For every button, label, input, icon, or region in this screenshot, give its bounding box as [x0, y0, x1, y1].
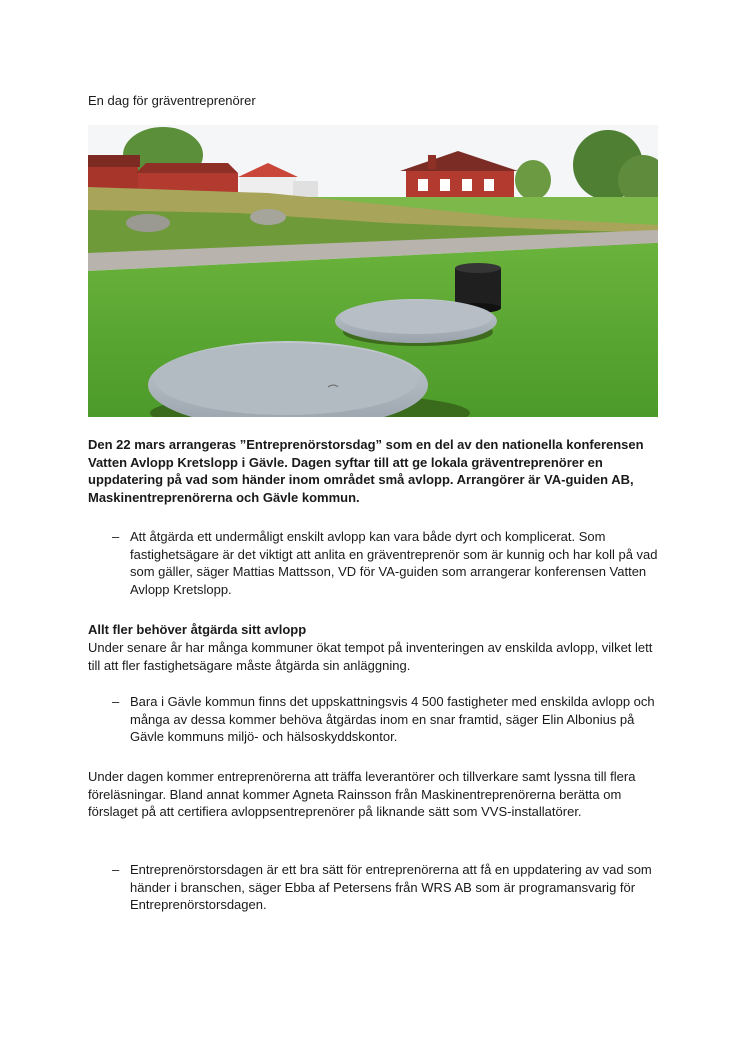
- quote-text: Bara i Gävle kommun finns det uppskattningsvis 4 500 fastigheter med enskilda avlopp och många av dessa kommer behöva åtgärdas inom en snar framtid, säger Elin Albonius på Gävle kommuns miljö- och hälsoskyddskontor.: [130, 694, 655, 744]
- document-title: En dag för gräventreprenörer: [88, 93, 256, 108]
- quote-ebba-af-petersens: [88, 861, 663, 914]
- quote-text: Entreprenörstorsdagen är ett bra sätt för entreprenörerna att få en uppdatering av vad som händer i branschen, säger Ebba af Petersens från WRS AB som är programansvarig för Entreprenörstorsdagen.: [130, 862, 652, 912]
- quote-dash: –: [112, 694, 120, 709]
- quote-mattias-mattsson: [88, 528, 663, 598]
- body-paragraph-inventory: Under senare år har många kommuner ökat tempot på inventeringen av enskilda avlopp, vilket lett till att fler fastighetsägare måste åtgärda sin anläggning.: [88, 640, 653, 673]
- septic-tank-lids-photo: [88, 125, 658, 417]
- quote-elin-albonius: [88, 693, 663, 746]
- section-heading: Allt fler behöver åtgärda sitt avlopp: [88, 622, 307, 637]
- quote-text: Att åtgärda ett undermåligt enskilt avlopp kan vara både dyrt och komplicerat. Som fastighetsägare är det viktigt att anlita en gräventreprenör som är kunnig och har koll på vad som gäller, säger Mattias Mattsson, VD för VA-guiden som arrangerar konferensen Vatten Avlopp Kretslopp.: [130, 529, 658, 597]
- quote-dash: –: [112, 529, 120, 544]
- lead-paragraph: Den 22 mars arrangeras ”Entreprenörstorsdag” som en del av den nationella konferensen Vatten Avlopp Kretslopp i Gävle. Dagen syftar till att ge lokala gräventreprenörer en uppdatering på vad som händer inom området små avlopp. Arrangörer är VA-guiden AB, Maskinentreprenörerna och Gävle kommun.: [88, 437, 644, 505]
- body-paragraph-program: Under dagen kommer entreprenörerna att träffa leverantörer och tillverkare samt lyssna till flera föreläsningar. Bland annat kommer Agneta Rainsson från Maskinentreprenörerna berätta om förslaget på att certifiera avloppsentreprenörer på liknande sätt som VVS-installatörer.: [88, 769, 636, 819]
- quote-dash: –: [112, 862, 120, 877]
